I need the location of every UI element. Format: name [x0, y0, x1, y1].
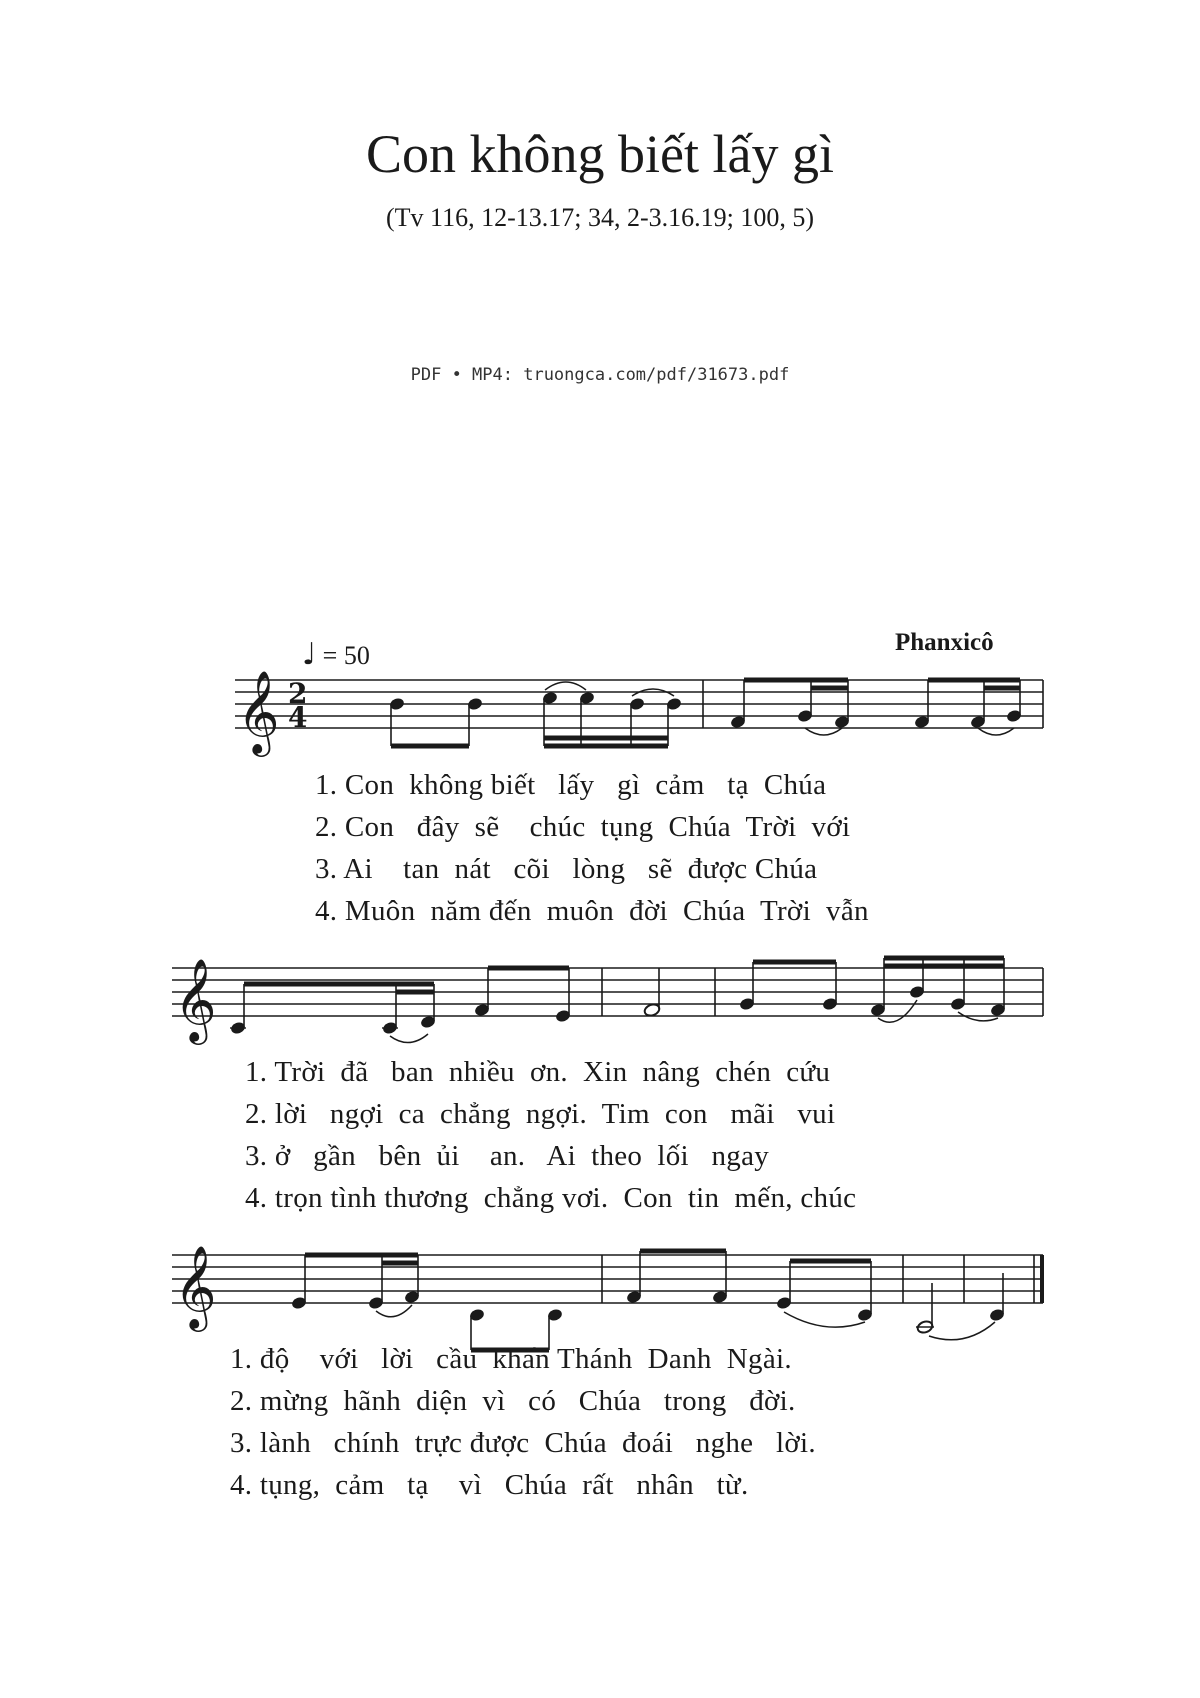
staff-system-3 [172, 1255, 1043, 1303]
treble-clef-icon: 𝄞 [237, 669, 280, 753]
lyric-verse-4: 4. tụng, cảm tạ vì Chúa rất nhân từ. [230, 1469, 749, 1501]
psalm-reference: (Tv 116, 12-13.17; 34, 2-3.16.19; 100, 5) [386, 203, 814, 232]
composer-name: Phanxicô [895, 629, 994, 656]
lyric-verse-3: 3. ở gần bên ủi an. Ai theo lối ngay [245, 1140, 770, 1172]
svg-text:4: 4 [288, 701, 308, 734]
notes-system-1 [389, 680, 1021, 746]
treble-clef-icon: 𝄞 [174, 957, 217, 1041]
lyric-verse-4: 4. trọn tình thương chẳng vơi. Con tin mến, chúc [245, 1182, 857, 1214]
lyric-verse-3: 3. Ai tan nát cõi lòng sẽ được Chúa [315, 853, 818, 885]
notes-system-3 [291, 1251, 1004, 1350]
time-signature [288, 677, 307, 734]
tempo-value: = 50 [322, 641, 370, 670]
lyric-verse-2: 2. lời ngợi ca chẳng ngợi. Tim con mãi vui [245, 1098, 836, 1130]
svg-text:2: 2 [288, 677, 308, 710]
lyric-verse-3: 3. lành chính trực được Chúa đoái nghe lời. [230, 1427, 816, 1459]
lyric-verse-4: 4. Muôn năm đến muôn đời Chúa Trời vẫn [315, 895, 869, 927]
lyric-verse-1: 1. Con không biết lấy gì cảm tạ Chúa [315, 769, 827, 801]
lyric-verse-2: 2. mừng hãnh diện vì có Chúa trong đời. [230, 1385, 796, 1417]
treble-clef-icon: 𝄞 [174, 1244, 217, 1328]
notes-system-2 [230, 958, 1006, 1043]
lyric-verse-2: 2. Con đây sẽ chúc tụng Chúa Trời với [315, 811, 851, 843]
source-link[interactable]: PDF • MP4: truongca.com/pdf/31673.pdf [410, 365, 790, 385]
song-title: Con không biết lấy gì [366, 124, 834, 184]
staff-lines [172, 1255, 1043, 1303]
lyric-verse-1: 1. Trời đã ban nhiều ơn. Xin nâng chén cứu [245, 1056, 831, 1088]
lyric-verse-1: 1. độ với lời cầu khấn Thánh Danh Ngài. [230, 1343, 792, 1375]
quarter-note-icon: ♩ [302, 637, 317, 672]
